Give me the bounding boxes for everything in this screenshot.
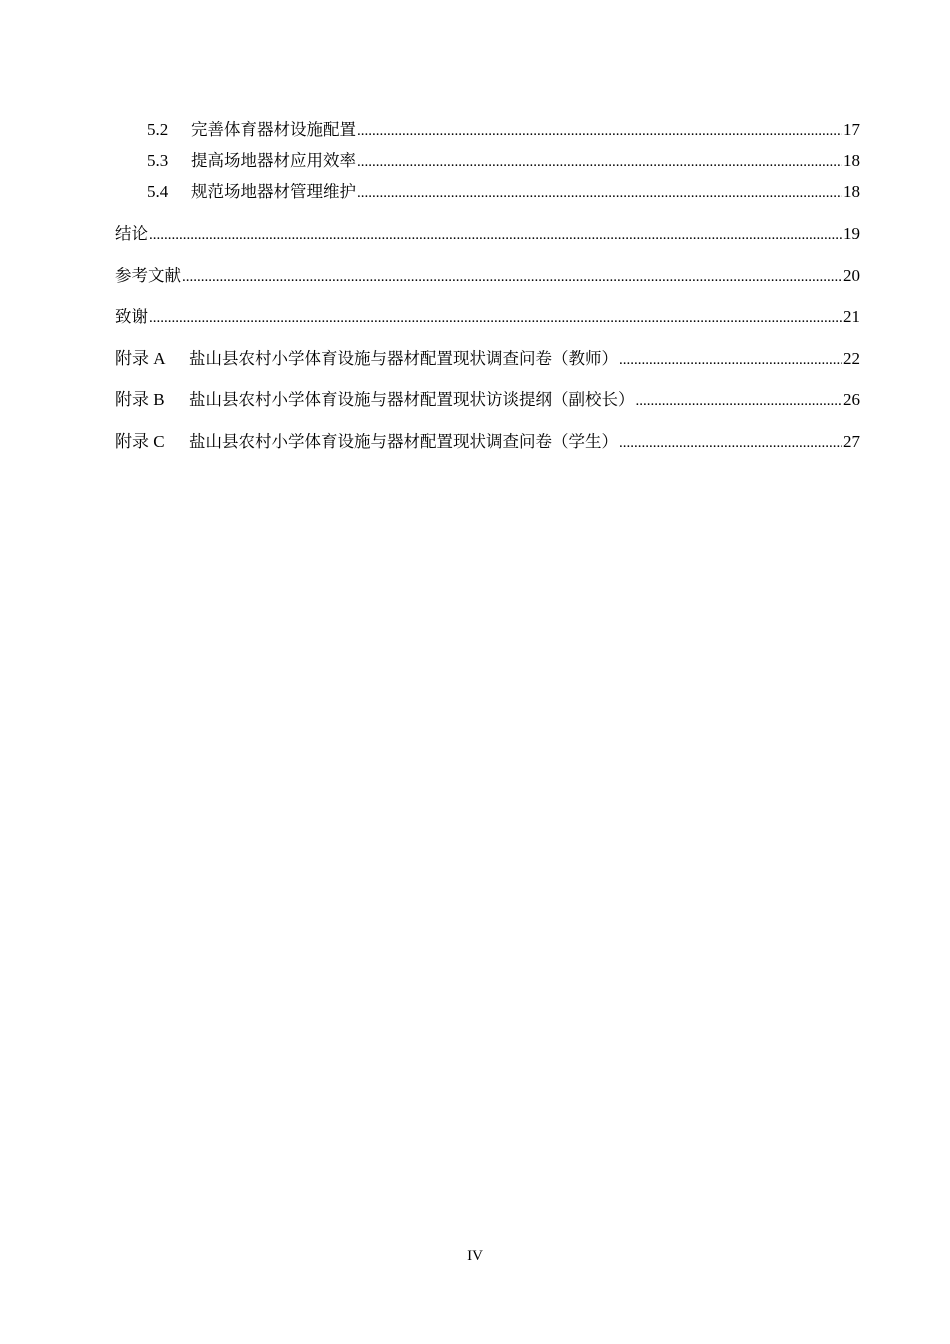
toc-leader-dots <box>619 431 842 455</box>
toc-page-number: 19 <box>843 224 860 243</box>
toc-entry-conclusion[interactable] <box>115 222 860 264</box>
toc-page-number: 27 <box>843 431 860 451</box>
toc-appendix-number: 附录 A <box>115 348 166 368</box>
toc-page-number: 21 <box>843 307 860 326</box>
toc-entry-references[interactable] <box>115 264 860 306</box>
toc-leader-dots <box>357 181 842 205</box>
toc-entry-5-4[interactable] <box>115 180 860 211</box>
toc-page-number: 18 <box>843 182 860 201</box>
toc-section-title: 参考文献 <box>115 265 181 285</box>
toc-page-number: 26 <box>843 390 860 409</box>
toc-section-title: 提高场地器材应用效率 <box>191 151 356 170</box>
table-of-contents <box>115 118 860 471</box>
toc-leader-dots <box>149 306 842 330</box>
toc-page-number: 22 <box>843 348 860 368</box>
toc-appendix-number: 附录 C <box>115 431 165 451</box>
toc-section-title: 盐山县农村小学体育设施与器材配置现状调查问卷（教师） <box>189 348 618 368</box>
toc-page-number: 18 <box>843 151 860 170</box>
toc-section-title: 结论 <box>115 224 148 243</box>
toc-leader-dots <box>636 389 843 413</box>
toc-leader-dots <box>357 119 842 143</box>
toc-leader-dots <box>619 348 842 372</box>
page-footer-number: IV <box>467 1248 483 1264</box>
toc-leader-dots <box>182 265 842 289</box>
toc-section-title: 完善体育器材设施配置 <box>191 120 356 139</box>
toc-entry-acknowledgements[interactable] <box>115 305 860 347</box>
toc-entry-5-2[interactable] <box>115 118 860 149</box>
toc-section-number: 5.2 <box>147 120 169 139</box>
toc-leader-dots <box>357 150 842 174</box>
toc-entry-appendix-a[interactable] <box>115 347 860 389</box>
toc-entry-appendix-b[interactable] <box>115 388 860 430</box>
toc-section-number: 5.3 <box>147 151 169 170</box>
toc-entry-appendix-c[interactable] <box>115 430 860 472</box>
toc-section-title: 盐山县农村小学体育设施与器材配置现状访谈提纲（副校长） <box>189 390 635 409</box>
toc-page-number: 20 <box>843 265 860 285</box>
toc-entry-5-3[interactable] <box>115 149 860 180</box>
toc-section-title: 致谢 <box>115 307 148 326</box>
toc-page-number: 17 <box>843 120 860 139</box>
toc-section-number: 5.4 <box>147 182 169 201</box>
toc-appendix-number: 附录 B <box>115 390 165 409</box>
toc-section-title: 盐山县农村小学体育设施与器材配置现状调查问卷（学生） <box>189 431 618 451</box>
toc-leader-dots <box>149 223 842 247</box>
toc-section-title: 规范场地器材管理维护 <box>191 182 356 201</box>
